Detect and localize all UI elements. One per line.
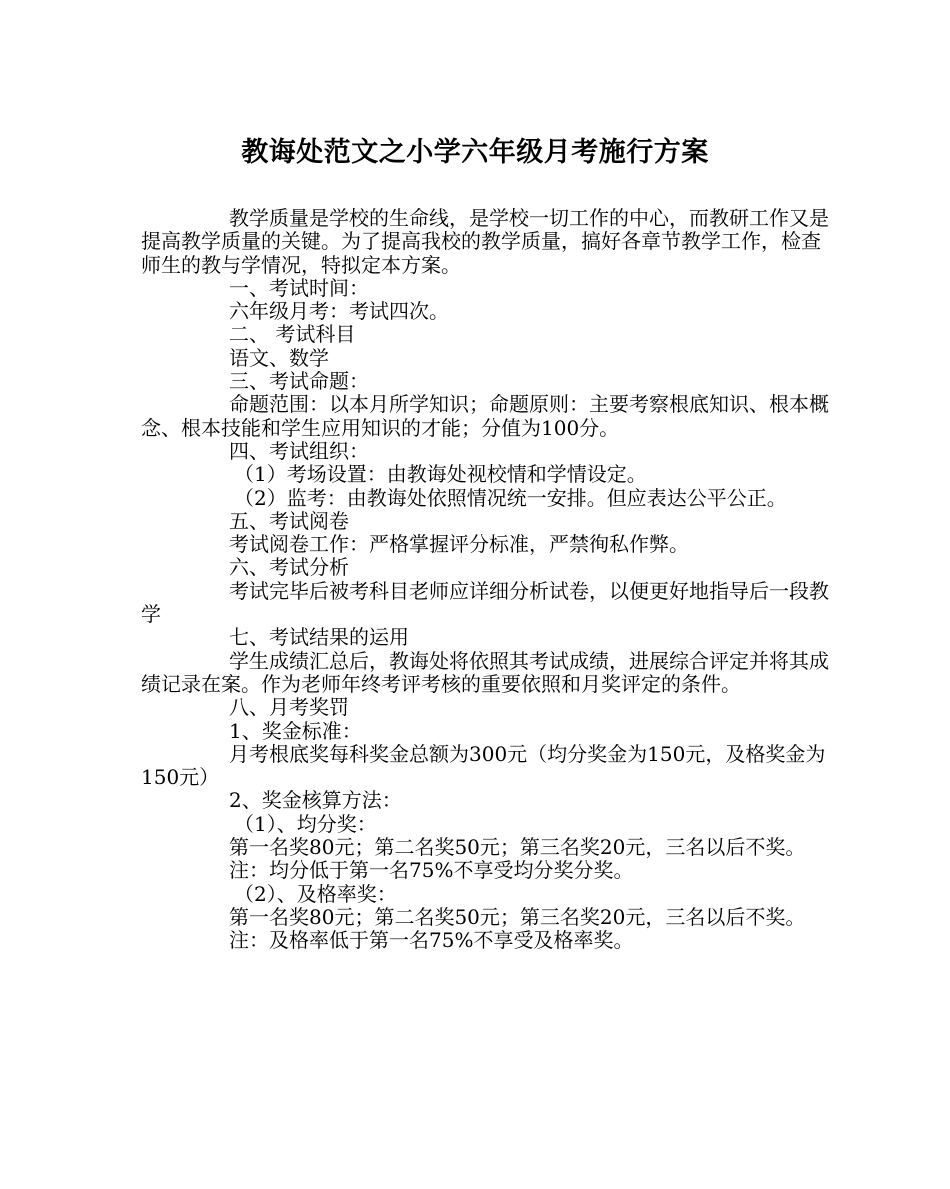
reward-standard-heading: 1、奖金标准： xyxy=(229,718,362,743)
invigilation-text: （2）监考：由教诲处依照情况统一安排。但应表达公平公正。 xyxy=(234,485,787,510)
section-heading-exam-questions: 三、考试命题： xyxy=(229,369,369,394)
reward-calculation-heading: 2、奖金核算方法： xyxy=(229,788,402,813)
section-heading-results-use: 七、考试结果的运用 xyxy=(229,625,409,650)
results-use-text: 学生成绩汇总后，教诲处将依照其考试成绩，进展综合评定并将其成绩记录在案。作为老师年终考评考核的重要依照和月奖评定的条件。 xyxy=(141,648,829,696)
average-score-award-heading: （1）、均分奖： xyxy=(234,811,377,836)
exam-room-setup-text: （1）考场设置：由教诲处视校情和学情设定。 xyxy=(234,462,647,487)
pass-rate-award-note: 注：及格率低于第一名75%不享受及格率奖。 xyxy=(229,928,634,953)
analysis-text: 考试完毕后被考科目老师应详细分析试卷，以便更好地指导后一段教学 xyxy=(141,578,829,627)
exam-questions-text: 命题范围：以本月所学知识；命题原则：主要考察根底知识、根本概念、根本技能和学生应用知识的才能；分值为100分。 xyxy=(141,392,829,440)
section-heading-marking: 五、考试阅卷 xyxy=(229,508,349,533)
pass-rate-award-heading: （2）、及格率奖： xyxy=(234,881,397,906)
average-score-award-note: 注：均分低于第一名75%不享受均分奖分奖。 xyxy=(229,858,634,883)
section-heading-exam-organization: 四、考试组织： xyxy=(229,438,369,463)
average-score-award-text: 第一名奖80元；第二名奖50元；第三名奖20元，三名以后不奖。 xyxy=(229,835,806,860)
document-body xyxy=(141,207,831,953)
intro-paragraph: 教学质量是学校的生命线，是学校一切工作的中心，而教研工作又是提高教学质量的关键。为了提高我校的教学质量，搞好各章节教学工作，检查师生的教与学情况，特拟定本方案。 xyxy=(141,206,829,277)
section-heading-rewards: 八、月考奖罚 xyxy=(229,695,349,720)
document-title: 教诲处范文之小学六年级月考施行方案 xyxy=(241,137,709,168)
section-heading-exam-time: 一、考试时间： xyxy=(229,275,369,300)
exam-subjects-text: 语文、数学 xyxy=(229,345,329,370)
pass-rate-award-text: 第一名奖80元；第二名奖50元；第三名奖20元，三名以后不奖。 xyxy=(229,904,806,929)
exam-time-text: 六年级月考：考试四次。 xyxy=(229,299,449,324)
marking-text: 考试阅卷工作：严格掌握评分标准，严禁徇私作弊。 xyxy=(229,532,689,557)
section-heading-exam-subjects: 二、 考试科目 xyxy=(229,322,356,347)
reward-standard-text: 月考根底奖每科奖金总额为300元（均分奖金为150元，及格奖金为150元） xyxy=(141,741,826,790)
section-heading-analysis: 六、考试分析 xyxy=(229,555,349,580)
